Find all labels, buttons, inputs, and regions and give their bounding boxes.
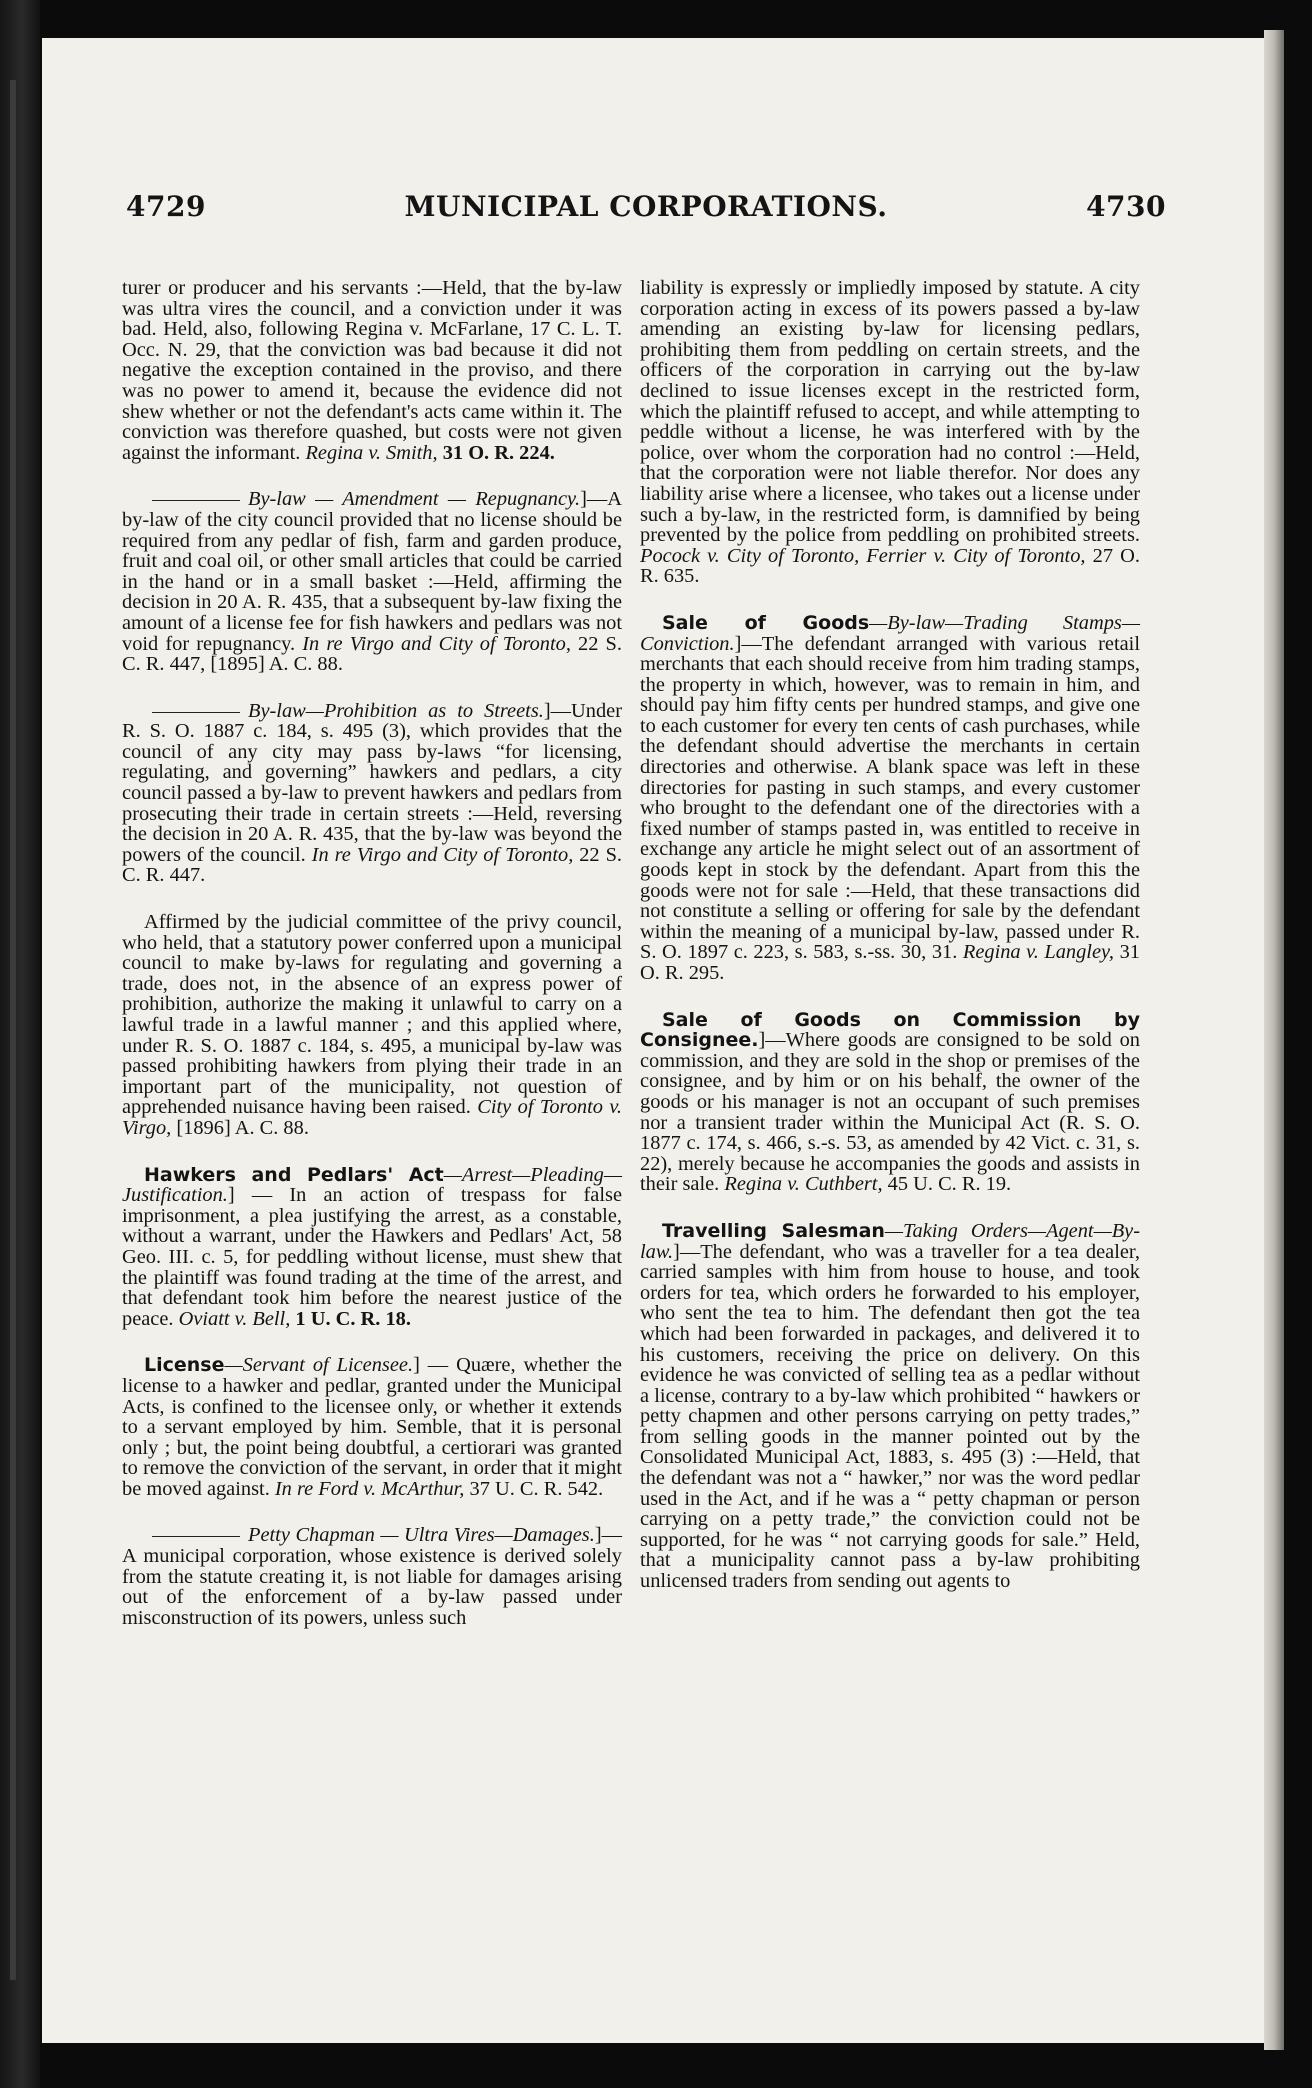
running-title: MUNICIPAL CORPORATIONS.: [404, 190, 888, 223]
paragraph: [122, 1525, 622, 1628]
page-edge: [1264, 30, 1284, 2050]
case-name: Regina v. Smith,: [305, 441, 438, 464]
paragraph: [122, 1165, 622, 1330]
case-name: In re Virgo and City of Toronto,: [311, 843, 574, 866]
paragraph-body: Affirmed by the judicial committee of the privy council, who held, that a statutory power conferred upon a municipal council to make by-laws for regulating and governing a trade, does not, in the absence of an express power of prohibition, authorize the making it unlawful to carry on a lawful trade in a lawful manner ; and this applied where, under R. S. O. 1887 c. 184, s. 495, a municipal by-law was passed prohibiting hawkers from plying their trade in an important part of the municipality, not question of apprehended nuisance having been raised.: [122, 911, 622, 1119]
paragraph: [122, 489, 622, 674]
subheading: —Arrest—Pleading—Justification.: [122, 1163, 622, 1207]
paragraph-body: liability is expressly or impliedly imposed by statute. A city corporation acting in excess of its powers passed a by-law amending an existing by-law for licensing pedlars, prohibiting them from peddling on certain streets, and the officers of the corporation in carrying out the by-law declined to issue licenses except in the restricted form, which the plaintiff refused to accept, and while attempting to peddle without a license, he was interfered with by the police, over whom the corporation had no control :—Held, that the corporation were not liable therefor. Nor does any liability arise where a licensee, who takes out a license under such a by-law, in the restricted form, is damnified by being prevented by the police from peddling on prohibited streets.: [640, 277, 1140, 547]
paragraph: [640, 613, 1140, 984]
subheading: By-law — Amendment — Repugnancy.: [248, 488, 581, 511]
binding-stripe: [10, 80, 16, 1980]
paragraph-body: ]—A by-law of the city council provided that no license should be required from any pedlar of fish, farm and garden produce, fruit and coal oil, or other small articles that could be carried in the hand or in a small basket :—Held, affirming the decision in 20 A. R. 435, that a subsequent by-law fixing the amount of a license fee for fish hawkers and pedlars was not void for repugnancy.: [122, 488, 622, 655]
page-number-left: 4729: [126, 190, 206, 223]
paragraph-body: ]—A municipal corporation, whose existence is derived solely from the statute creating it, is not liable for damages arising out of the enforcement of a by-law passed under misconstruction of its powers, unless such: [122, 1524, 622, 1629]
citation: 45 U. C. R. 19.: [882, 1173, 1012, 1196]
book-page: [42, 38, 1264, 2043]
paragraph: [640, 1221, 1140, 1592]
running-head: [126, 190, 1166, 236]
book-binding: [0, 0, 40, 2088]
case-name: City of Toronto v. Virgo,: [122, 1096, 622, 1139]
subheading: Petty Chapman — Ultra Vires—Damages.: [248, 1524, 595, 1547]
case-name: In re Ford v. McArthur,: [274, 1477, 465, 1500]
citation: 22 S. C. R. 447, [1895] A. C. 88.: [122, 632, 622, 676]
headword: Sale of Goods: [662, 611, 870, 634]
paragraph: [122, 1355, 622, 1499]
paragraph-body: ]—The defendant arranged with various retail merchants that each should receive from him trading stamps, the property in which, however, was to remain in him, and should pay him fifty cents per hundred stamps, and give one to each customer for every ten cents of cash purchases, while the defendant should advertise the merchants in certain directories and otherwise. A blank space was left in these directories for pasting in such stamps, and every customer who brought to the defendant one of the directories with a fixed number of stamps pasted in, was entitled to receive in exchange any article he might select out of an assortment of goods kept in stock by the defendant. Apart from this the goods were not for sale :—Held, that these transactions did not constitute a selling or offering for sale by the defendant within the meaning of a municipal by-law, passed under R. S. O. 1897 c. 223, s. 583, s.-ss. 30, 31.: [640, 632, 1140, 964]
citation: 31 O. R. 295.: [640, 941, 1140, 984]
case-name: In re Virgo and City of Toronto,: [302, 632, 571, 655]
paragraph-body: ]—The defendant, who was a traveller for a tea dealer, carried samples with him from house to house, and took orders for tea, which orders he forwarded to his employer, who sent the tea to him. The defendant then got the tea which had been forwarded in packages, and delivered it to his customers, receiving the price on delivery. On this evidence he was convicted of selling tea as a pedlar without a license, contrary to a by-law which prohibited “ hawkers or petty chapmen and other persons carrying on petty trades,” from selling goods in the manner pointed out by the Consolidated Municipal Act, 1883, s. 495 (3) :—Held, that the defendant was not a “ hawker,” nor was the word pedlar used in the Act, and if he was a “ petty chapman or person carrying on a petty trade,” the conviction could not be supported, for he was “ not carrying goods for sale.” Held, that a municipality cannot pass a by-law prohibiting unlicensed traders from sending out agents to: [640, 1240, 1140, 1593]
case-name: Pocock v. City of Toronto, Ferrier v. City of Toronto,: [640, 544, 1086, 567]
paragraph-body: ] — In an action of trespass for false imprisonment, a plea justifying the arrest, as a constable, without a warrant, under the Hawkers and Pedlars' Act, 58 Geo. III. c. 5, for peddling without license, must shew that the plaintiff was found trading at the time of the arrest, and that defendant took him before the nearest justice of the peace.: [122, 1184, 622, 1330]
case-name: Regina v. Langley,: [962, 941, 1115, 964]
subheading: —Servant of Licensee.: [224, 1354, 414, 1377]
citation: [1896] A. C. 88.: [171, 1116, 309, 1139]
subhead-dash: [152, 1536, 240, 1537]
paragraph: [122, 912, 622, 1139]
subhead-dash: [152, 712, 240, 713]
paragraph: [640, 278, 1140, 587]
citation: 1 U. C. R. 18.: [290, 1307, 411, 1330]
paragraph: [122, 701, 622, 886]
subheading: —By-law—Trading Stamps—Conviction.: [640, 611, 1140, 655]
left-column: [122, 278, 622, 1628]
headword: Travelling Salesman: [662, 1219, 885, 1242]
right-column: [640, 278, 1140, 1592]
citation: 37 U. C. R. 542.: [464, 1477, 604, 1500]
citation: 27 O. R. 635.: [640, 544, 1140, 588]
citation: 22 S. C. R. 447.: [122, 843, 623, 887]
paragraph: [640, 1010, 1140, 1195]
page-number-right: 4730: [1086, 190, 1166, 223]
subhead-dash: [152, 500, 240, 501]
paragraph: [122, 278, 622, 463]
paragraph-body: turer or producer and his servants :—Held, that the by-law was ultra vires the council, and a conviction under it was bad. Held, also, following Regina v. McFarlane, 17 C. L. T. Occ. N. 29, that the conviction was bad because it did not negative the exception contained in the proviso, and there was no power to amend it, because the evidence did not shew whether or not the defendant's acts came within it. The conviction was therefore quashed, but costs were not given against the informant.: [122, 277, 622, 464]
citation: 31 O. R. 224.: [437, 441, 555, 464]
paragraph-body: ] — Quære, whether the license to a hawker and pedlar, granted under the Municipal Acts, is confined to the licensee only, or whether it extends to a servant employed by him. Semble, that it is personal only ; but, the point being doubtful, a certiorari was granted to remove the conviction of the servant, in order that it might be moved against.: [122, 1354, 622, 1500]
subheading: —Taking Orders—Agent—By-law.: [640, 1219, 1140, 1263]
headword: Hawkers and Pedlars' Act: [144, 1163, 444, 1186]
paragraph-body: ]—Where goods are consigned to be sold on commission, and they are sold in the shop or premises of the consignee, and by him or on his behalf, the owner of the goods or his manager is not an occupant of such premises nor a transient trader within the Municipal Act (R. S. O. 1877 c. 174, s. 466, s.-s. 53, as amended by 42 Vict. c. 31, s. 22), merely because he accompanies the goods and assists in their sale.: [640, 1029, 1140, 1196]
headword: License: [144, 1354, 225, 1377]
case-name: Oviatt v. Bell,: [178, 1307, 291, 1330]
paragraph-body: ]—Under R. S. O. 1887 c. 184, s. 495 (3), which provides that the council of any city may pass by-laws “for licensing, regulating, and governing” hawkers and pedlars, a city council passed a by-law to prevent hawkers and pedlars from prosecuting their trade in certain streets :—Held, reversing the decision in 20 A. R. 435, that the by-law was beyond the powers of the council.: [122, 699, 622, 866]
case-name: Regina v. Cuthbert,: [724, 1173, 883, 1196]
headword: Sale of Goods on Commission by Consignee.: [640, 1008, 1140, 1052]
subheading: By-law—Prohibition as to Streets.: [248, 699, 544, 722]
